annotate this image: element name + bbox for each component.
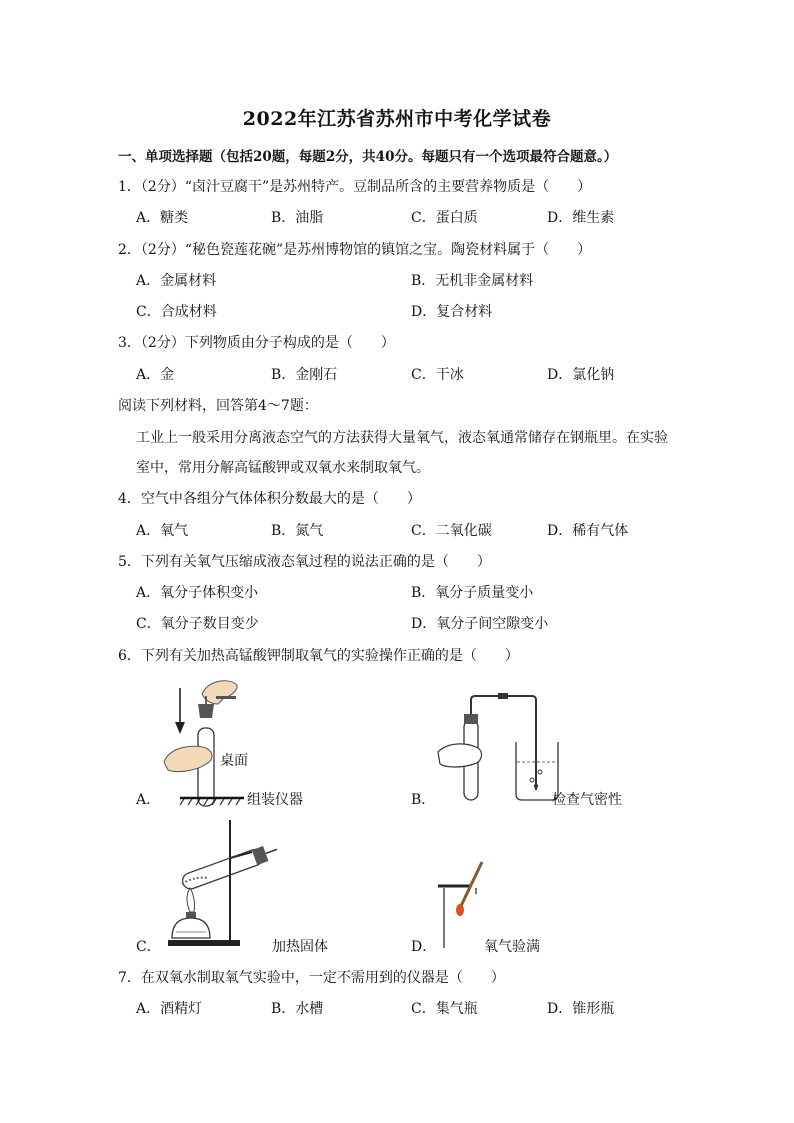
figure-check-airtightness <box>434 690 564 810</box>
q2-option-d[interactable]: D．复合材料 <box>411 304 493 320</box>
q2-option-a[interactable]: A．金属材料 <box>136 273 217 289</box>
figure-d-caption: 氧气验满 <box>484 939 540 955</box>
q1-option-a[interactable]: A．糖类 <box>136 210 189 226</box>
q3-option-d[interactable]: D．氯化钠 <box>547 367 615 383</box>
q5-option-d[interactable]: D．氧分子间空隙变小 <box>411 616 549 632</box>
q5-option-c[interactable]: C．氧分子数目变少 <box>136 616 259 632</box>
q1-option-b[interactable]: B．油脂 <box>271 210 324 226</box>
q4-option-d[interactable]: D．稀有气体 <box>547 523 629 539</box>
reading-intro: 阅读下列材料，回答第4～7题： <box>118 398 318 414</box>
question-7-stem: 7．在双氧水制取氧气实验中，一定不需用到的仪器是（ ） <box>118 970 505 986</box>
q7-option-c[interactable]: C．集气瓶 <box>411 1001 478 1017</box>
q4-option-b[interactable]: B．氮气 <box>271 523 324 539</box>
page-title: 2022年江苏省苏州市中考化学试卷 <box>242 108 552 130</box>
q4-option-a[interactable]: A．氧气 <box>136 523 189 539</box>
reading-line-1: 工业上一般采用分离液态空气的方法获得大量氧气，液态氧通常储存在钢瓶里。在实验 <box>136 430 668 446</box>
q5-option-b[interactable]: B．氧分子质量变小 <box>411 585 534 601</box>
q7-option-d[interactable]: D．锥形瓶 <box>547 1001 615 1017</box>
figure-heat-solid <box>160 818 280 953</box>
section-heading: 一、单项选择题（包括20题，每题2分，共40分。每题只有一个选项最符合题意。） <box>118 149 618 165</box>
question-4-stem: 4．空气中各组分气体体积分数最大的是（ ） <box>118 491 421 507</box>
q3-option-b[interactable]: B．金刚石 <box>271 367 338 383</box>
figure-b-caption: 检查气密性 <box>552 792 622 808</box>
q2-option-c[interactable]: C．合成材料 <box>136 304 217 320</box>
q5-option-a[interactable]: A．氧分子体积变小 <box>136 585 259 601</box>
figure-a-table-label: 桌面 <box>220 753 248 769</box>
q6-option-a[interactable]: A． <box>136 792 161 808</box>
q6-option-d[interactable]: D． <box>411 939 437 955</box>
question-3-stem: 3．（2分）下列物质由分子构成的是（ ） <box>118 335 395 351</box>
q3-option-a[interactable]: A．金 <box>136 367 175 383</box>
question-6-stem: 6．下列有关加热高锰酸钾制取氧气的实验操作正确的是（ ） <box>118 648 519 664</box>
q1-option-d[interactable]: D．维生素 <box>547 210 615 226</box>
q2-option-b[interactable]: B．无机非金属材料 <box>411 273 534 289</box>
reading-line-2: 室中，常用分解高锰酸钾或双氧水来制取氧气。 <box>136 460 430 476</box>
figure-c-caption: 加热固体 <box>272 939 328 955</box>
question-5-stem: 5．下列有关氧气压缩成液态氧过程的说法正确的是（ ） <box>118 554 491 570</box>
q6-option-c[interactable]: C． <box>136 939 161 955</box>
q7-option-b[interactable]: B．水槽 <box>271 1001 324 1017</box>
question-1-stem: 1．（2分）“卤汁豆腐干”是苏州特产。豆制品所含的主要营养物质是（ ） <box>118 179 592 195</box>
question-2-stem: 2．（2分）“秘色瓷莲花碗”是苏州博物馆的镇馆之宝。陶瓷材料属于（ ） <box>118 242 592 258</box>
q3-option-c[interactable]: C．干冰 <box>411 367 464 383</box>
q1-option-c[interactable]: C．蛋白质 <box>411 210 478 226</box>
q6-option-b[interactable]: B． <box>411 792 436 808</box>
q4-option-c[interactable]: C．二氧化碳 <box>411 523 492 539</box>
figure-a-caption: 组装仪器 <box>247 792 303 808</box>
q7-option-a[interactable]: A．酒精灯 <box>136 1001 203 1017</box>
